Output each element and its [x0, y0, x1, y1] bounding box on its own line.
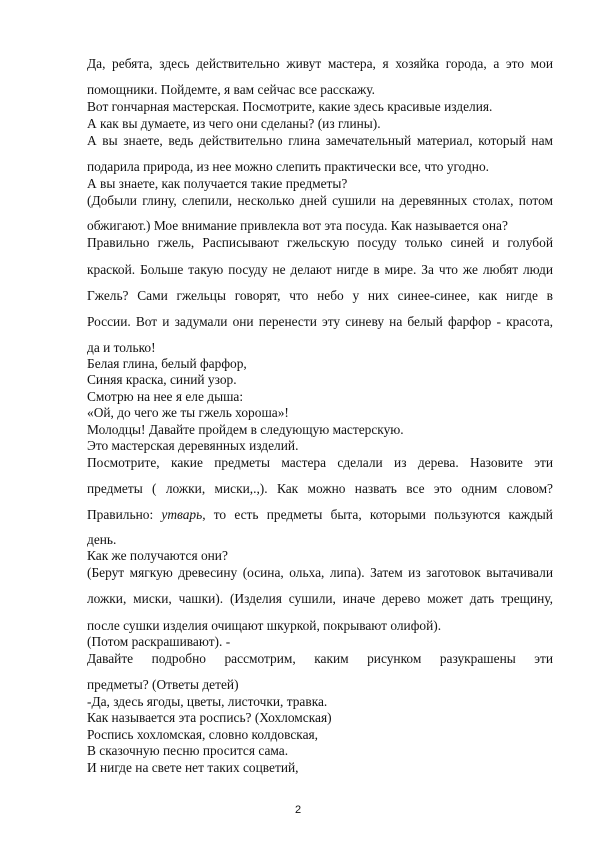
text-line: А вы знаете, ведь действительно глина замечательный материал, который нам [87, 133, 553, 148]
text-line: ложки, миски, чашки). (Изделия сушили, иначе дерево может дать трещину, [87, 591, 553, 606]
text-line: подарила природа, из нее можно слепить практически все, что угодно. [87, 159, 490, 174]
text-line: А вы знаете, как получается такие предметы? [87, 176, 348, 191]
text-line: Как называется эта роспись? (Хохломская) [87, 710, 332, 725]
text-line: предметы ( ложки, миски,.,). Как можно назвать все это одним словом? [87, 481, 553, 496]
text-line: А как вы думаете, из чего они сделаны? (из глины). [87, 116, 381, 131]
text-line: день. [87, 532, 117, 547]
text-line: краской. Больше такую посуду не делают нигде в мире. За что же любят люди [87, 262, 553, 277]
text-line: да и только! [87, 340, 156, 355]
poem-line: Синяя краска, синий узор. [87, 372, 237, 387]
text-line: России. Вот и задумали они перенести эту синеву на белый фарфор - красота, [87, 314, 553, 329]
text-line: (Берут мягкую древесину (осина, ольха, липа). Затем из заготовок вытачивали [87, 565, 553, 580]
text-line: Правильно гжель, Расписывают гжельскую посуду только синей и голубой [87, 235, 553, 250]
poem-line: И нигде на свете нет таких соцветий, [87, 760, 299, 775]
text-line: (Добыли глину, слепили, несколько дней сушили на деревянных столах, потом [87, 193, 553, 208]
text-line: Как же получаются они? [87, 548, 228, 563]
text-line: после сушки изделия очищают шкуркой, покрывают олифой). [87, 618, 442, 633]
text-line: -Да, здесь ягоды, цветы, листочки, травка. [87, 694, 328, 709]
poem-line: Белая глина, белый фарфор, [87, 356, 247, 371]
text-line: (Потом раскрашивают). - [87, 634, 231, 649]
text-line: предметы? (Ответы детей) [87, 677, 239, 692]
poem-line: В сказочную песню просится сама. [87, 743, 289, 758]
text-segment: Правильно: [87, 507, 154, 522]
text-line: Молодцы! Давайте пройдем в следующую мастерскую. [87, 422, 404, 437]
text-segment: , то есть предметы быта, которыми пользуются каждый [202, 507, 553, 522]
text-line: Гжель? Сами гжельцы говорят, что небо у них синее-синее, как нигде в [87, 288, 553, 303]
text-line: Это мастерская деревянных изделий. [87, 438, 299, 453]
text-line: помощники. Пойдемте, я вам сейчас все расскажу. [87, 82, 376, 97]
poem-line: Роспись хохломская, словно колдовская, [87, 727, 319, 742]
poem-line: «Ой, до чего же ты гжель хороша»! [87, 405, 289, 420]
text-line: обжигают.) Мое внимание привлекла вот эта посуда. Как называется она? [87, 218, 508, 233]
text-line: Давайте подробно рассмотрим, каким рисунком разукрашены эти [87, 651, 553, 666]
emphasized-word: утварь [161, 507, 203, 522]
page-number: 2 [294, 804, 302, 816]
poem-line: Смотрю на нее я еле дыша: [87, 389, 244, 404]
text-line: Вот гончарная мастерская. Посмотрите, какие здесь красивые изделия. [87, 99, 493, 114]
text-line [87, 507, 553, 523]
text-line: Да, ребята, здесь действительно живут мастера, я хозяйка города, а это мои [87, 56, 553, 71]
text-line: Посмотрите, какие предметы мастера сделали из дерева. Назовите эти [87, 455, 553, 470]
